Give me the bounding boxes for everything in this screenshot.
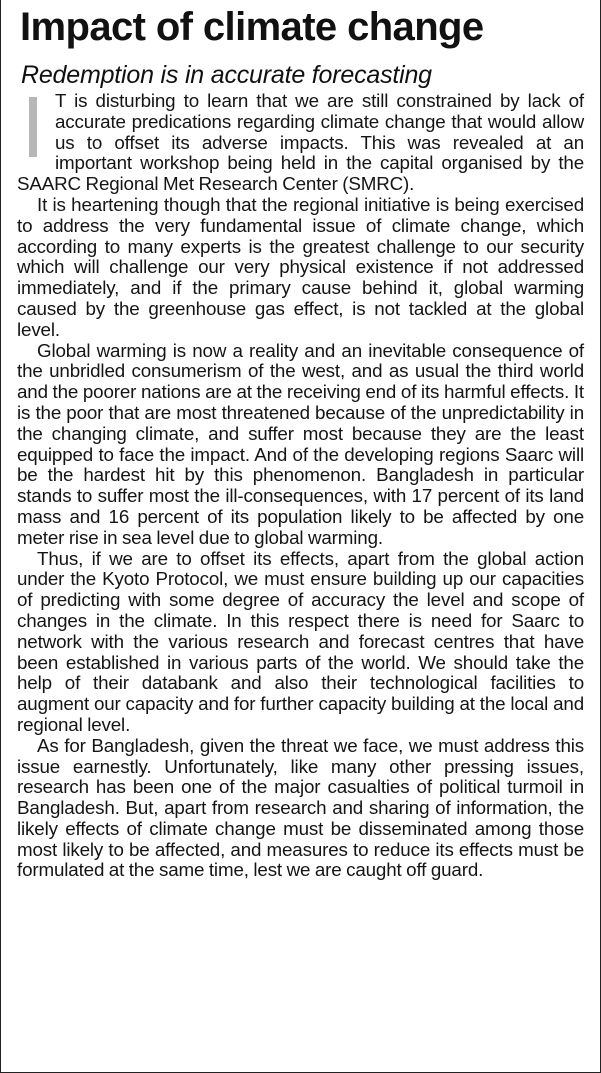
paragraph-3: Global warming is now a reality and an inevitable consequence of the unbridled consumerism of the west, and as usual the third world and the poorer nations are at the receiving end of its harmful effects. It is the poor that are most threatened because of the unpredictability in the changing climate, and suffer most because they are the least equipped to face the impact. And of the developing regions Saarc will be the hardest hit by this phenomenon. Bangladesh in particular stands to suffer most the ill-consequences, with 17 percent of its land mass and 16 percent of its population likely to be affected by one meter rise in sea level due to global warming.	[17, 339, 584, 548]
drop-cap	[29, 97, 37, 157]
paragraph-1	[17, 91, 584, 195]
subheadline: Redemption is in accurate forecasting	[21, 61, 432, 89]
paragraph-2: It is heartening though that the regional initiative is being exercised to address the very fundamental issue of climate change, which according to many experts is the greatest challenge to our security which will challenge our very physical existence if not addressed immediately, and if the primary cause behind it, global warming caused by the greenhouse gas effect, is not tackled at the global level.	[17, 193, 584, 340]
paragraph-5: As for Bangladesh, given the threat we face, we must address this issue earnestly. Unfortunately, like many other pressing issues, research has been one of the major casualties of political turmoil in Bangladesh. But, apart from research and sharing of information, the likely effects of climate change must be disseminated among those most likely to be affected, and measures to reduce its effects must be formulated at the same time, lest we are caught off guard.	[17, 734, 584, 881]
paragraph-1-text: T is disturbing to learn that we are still constrained by lack of accurate predications regarding climate change that would allow us to offset its adverse impacts. This was revealed at an important workshop being held in the capital organised by the SAARC Regional Met Research Center (SMRC).	[17, 90, 584, 195]
headline: Impact of climate change	[20, 5, 484, 49]
paragraph-4: Thus, if we are to offset its effects, apart from the global action under the Kyoto Protocol, we must ensure building up our capacities of predicting with some degree of accuracy the level and scope of changes in the climate. In this respect there is need for Saarc to network with the various research and forecast centres that have been established in various parts of the world. We should take the help of their databank and also their technological facilities to augment our capacity and for further capacity building at the local and regional level.	[17, 547, 584, 735]
article-body	[17, 91, 584, 881]
